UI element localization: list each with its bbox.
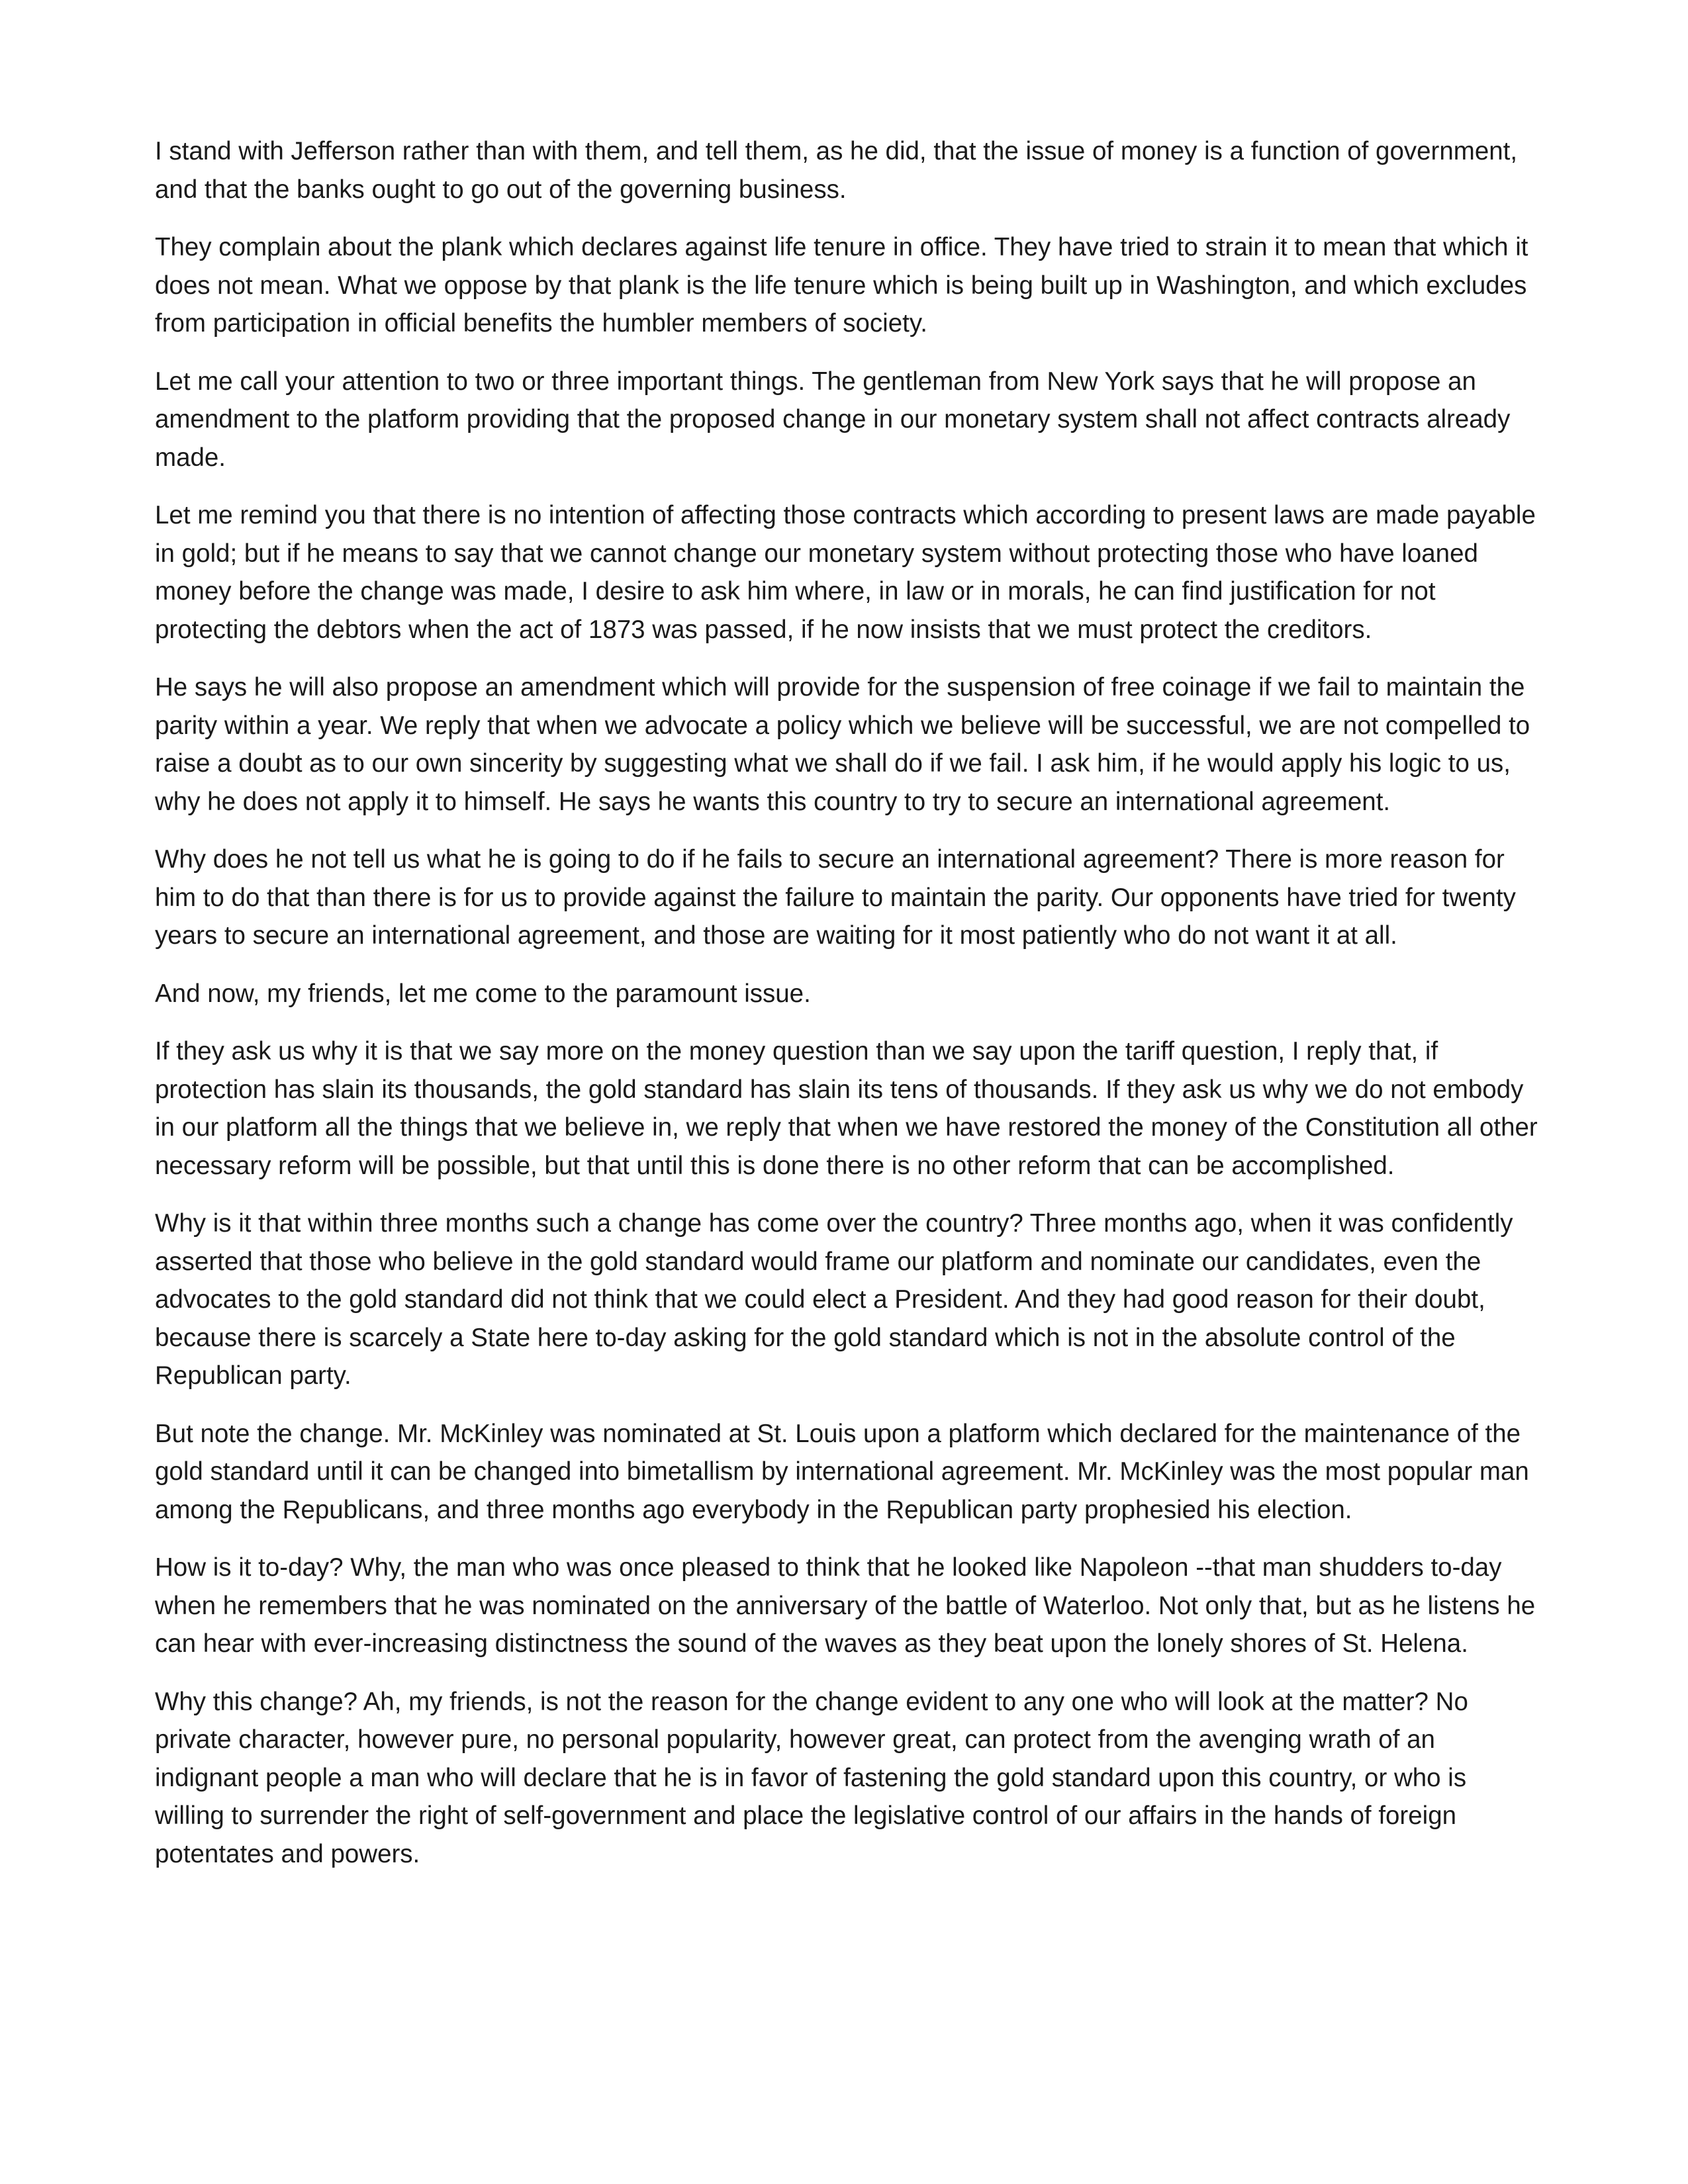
paragraph-1: I stand with Jefferson rather than with them, and tell them, as he did, that the issue of money is a function of government, and that the banks ought to go out of the governing business.: [155, 137, 1518, 204]
paragraph-11: How is it to-day? Why, the man who was once pleased to think that he looked like Napoleon --that man shudders to-day when he remembers that he was nominated on the anniversary of the battle of Waterloo. Not only that, but as he listens he can hear with ever-increasing distinctness the sound of the waves as they beat upon the lonely shores of St. Helena.: [155, 1553, 1536, 1658]
paragraph-2: They complain about the plank which declares against life tenure in office. They have tried to strain it to mean that which it does not mean. What we oppose by that plank is the life tenure which is being built up in Washington, and which excludes from participation in official benefits the humbler members of society.: [155, 233, 1528, 338]
paragraph-4: Let me remind you that there is no intention of affecting those contracts which according to present laws are made payable in gold; but if he means to say that we cannot change our monetary system without protecting those who have loaned money before the change was made, I desire to ask him where, in law or in morals, he can find justification for not protecting the debtors when the act of 1873 was passed, if he now insists that we must protect the creditors.: [155, 501, 1536, 644]
paragraph-9: Why is it that within three months such a change has come over the country? Three months ago, when it was confidently asserted that those who believe in the gold standard would frame our platform and nominate our candidates, even the advocates to the gold standard did not think that we could elect a President. And they had good reason for their doubt, because there is scarcely a State here to-day asking for the gold standard which is not in the absolute control of the Republican party.: [155, 1209, 1513, 1390]
paragraph-6: Why does he not tell us what he is going to do if he fails to secure an international agreement? There is more reason for him to do that than there is for us to provide against the failure to maintain the parity. Our opponents have tried for twenty years to secure an international agreement, and those are waiting for it most patiently who do not want it at all.: [155, 845, 1516, 950]
paragraph-10: But note the change. Mr. McKinley was nominated at St. Louis upon a platform which declared for the maintenance of the gold standard until it can be changed into bimetallism by international agreement. Mr. McKinley was the most popular man among the Republicans, and three months ago everybody in the Republican party prophesied his election.: [155, 1419, 1529, 1524]
paragraph-3: Let me call your attention to two or three important things. The gentleman from New York says that he will propose an amendment to the platform providing that the proposed change in our monetary system shall not affect contracts already made.: [155, 367, 1511, 472]
paragraph-7: And now, my friends, let me come to the paramount issue.: [155, 979, 811, 1008]
paragraph-5: He says he will also propose an amendment which will provide for the suspension of free coinage if we fail to maintain the parity within a year. We reply that when we advocate a policy which we believe will be successful, we are not compelled to raise a doubt as to our own sincerity by suggesting what we shall do if we fail. I ask him, if he would apply his logic to us, why he does not apply it to himself. He says he wants this country to try to secure an international agreement.: [155, 673, 1530, 816]
paragraph-8: If they ask us why it is that we say more on the money question than we say upon the tariff question, I reply that, if protection has slain its thousands, the gold standard has slain its tens of thousands. If they ask us why we do not embody in our platform all the things that we believe in, we reply that when we have restored the money of the Constitution all other necessary reform will be possible, but that until this is done there is no other reform that can be accomplished.: [155, 1037, 1538, 1180]
paragraph-12: Why this change? Ah, my friends, is not the reason for the change evident to any one who will look at the matter? No private character, however pure, no personal popularity, however great, can protect from the avenging wrath of an indignant people a man who will declare that he is in favor of fastening the gold standard upon this country, or who is willing to surrender the right of self-government and place the legislative control of our affairs in the hands of foreign potentates and powers.: [155, 1687, 1468, 1868]
document-body: [155, 132, 1538, 1893]
